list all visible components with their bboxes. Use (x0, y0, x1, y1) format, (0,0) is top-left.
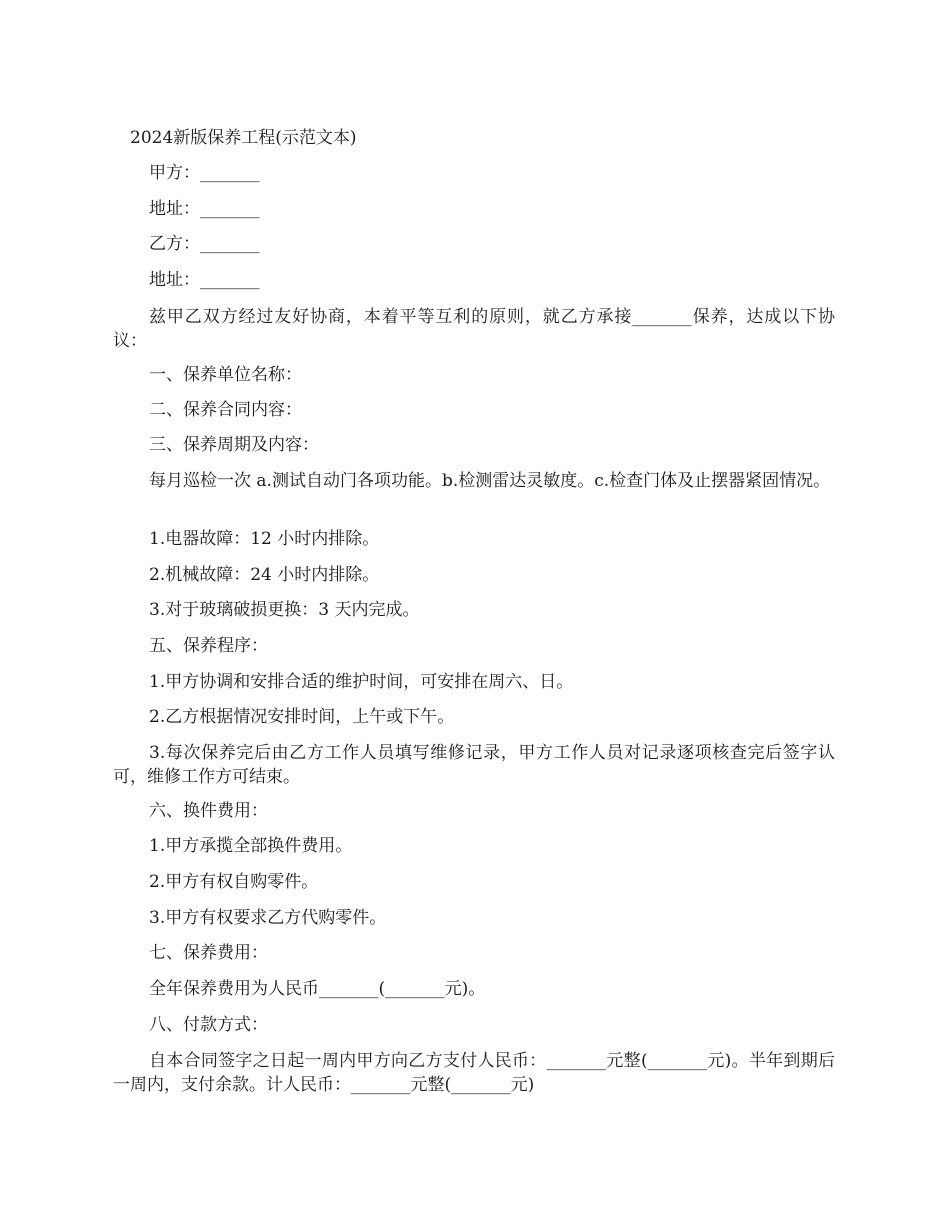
list-item: 1.甲方承揽全部换件费用。 (149, 836, 353, 856)
document-title: 2024新版保养工程(示范文本) (130, 128, 357, 148)
party-a: 甲方：_______ (149, 163, 260, 183)
list-item: 3.甲方有权要求乙方代购零件。 (149, 908, 387, 928)
section-heading-7: 七、保养费用： (149, 943, 268, 963)
party-a-address: 地址：_______ (149, 199, 260, 219)
list-item: 2.甲方有权自购零件。 (149, 872, 319, 892)
section-heading-5: 五、保养程序： (149, 636, 268, 656)
section-heading-8: 八、付款方式： (149, 1015, 268, 1035)
section-heading-1: 一、保养单位名称： (149, 365, 302, 385)
list-item: 3.对于玻璃破损更换：3 天内完成。 (149, 600, 420, 620)
inspection-paragraph: 每月巡检一次 a.测试自动门各项功能。b.检测雷达灵敏度。c.检查门体及止摆器紧固情况。 (149, 471, 831, 491)
payment-paragraph: 自本合同签字之日起一周内甲方向乙方支付人民币：_______元整(_______元)。半年到期后一周内，支付余款。计人民币：_______元整(_______元) (113, 1051, 835, 1095)
party-b: 乙方：_______ (149, 234, 260, 254)
section-heading-2: 二、保养合同内容： (149, 400, 302, 420)
list-item: 3.每次保养完后由乙方工作人员填写维修记录，甲方工作人员对记录逐项核查完后签字认可，维修工作方可结束。 (113, 743, 835, 787)
list-item: 2.机械故障：24 小时内排除。 (149, 565, 380, 585)
list-item: 2.乙方根据情况安排时间，上午或下午。 (149, 707, 455, 727)
section-heading-3: 三、保养周期及内容： (149, 435, 319, 455)
list-item: 1.甲方协调和安排合适的维护时间，可安排在周六、日。 (149, 672, 574, 692)
party-b-address: 地址：_______ (149, 270, 260, 290)
section-heading-6: 六、换件费用： (149, 801, 268, 821)
annual-fee-paragraph: 全年保养费用为人民币_______(_______元)。 (149, 979, 486, 999)
list-item: 1.电器故障：12 小时内排除。 (149, 529, 380, 549)
preamble-paragraph: 兹甲乙双方经过友好协商，本着平等互利的原则，就乙方承接_______保养，达成以下协议： (113, 307, 835, 351)
